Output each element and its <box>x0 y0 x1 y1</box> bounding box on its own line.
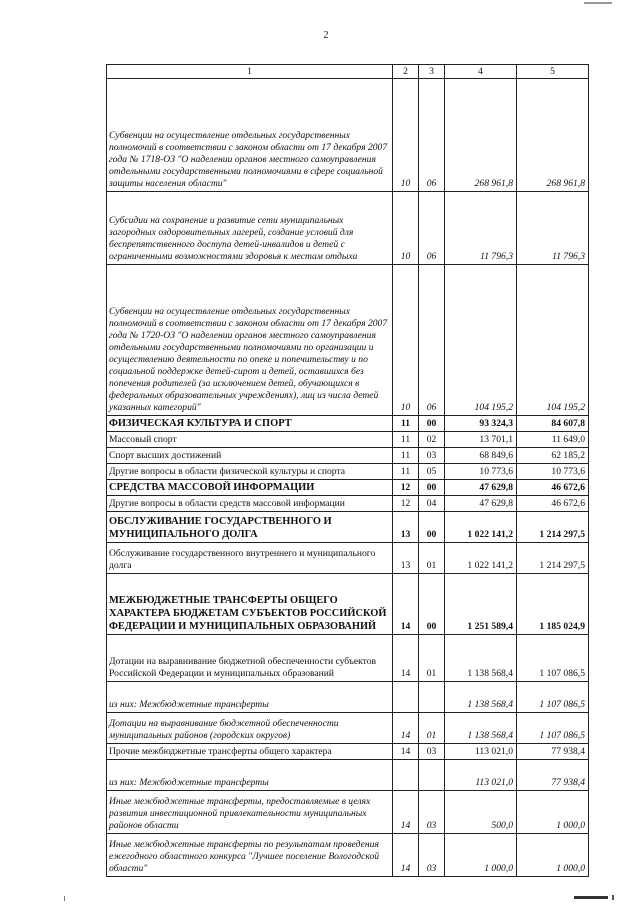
row-amount-cell: 1 138 568,4 <box>445 713 517 744</box>
row-section-cell: 11 <box>393 448 419 464</box>
table-row <box>107 574 589 635</box>
scan-mark-left <box>64 896 65 901</box>
row-subsection-cell: 00 <box>419 512 445 543</box>
row-name-cell: Дотации на выравнивание бюджетной обеспеченности муниципальных районов (городских округов) <box>107 713 393 744</box>
scan-mark-bottom <box>574 896 608 899</box>
row-section-cell: 10 <box>393 265 419 416</box>
row-amount-cell: 47 629,8 <box>445 480 517 496</box>
row-section-cell: 11 <box>393 464 419 480</box>
row-section-cell: 14 <box>393 713 419 744</box>
row-amount-cell: 11 796,3 <box>445 192 517 265</box>
row-section-cell <box>393 682 419 713</box>
row-amount-cell: 1 107 086,5 <box>517 713 589 744</box>
row-amount-cell: 93 324,3 <box>445 416 517 432</box>
row-subsection-cell: 03 <box>419 791 445 834</box>
scan-mark-top <box>584 2 612 4</box>
row-subsection-cell: 03 <box>419 448 445 464</box>
row-name-cell: из них: Межбюджетные трансферты <box>107 760 393 791</box>
row-amount-cell: 1 000,0 <box>517 791 589 834</box>
row-amount-cell: 13 701,1 <box>445 432 517 448</box>
table-row <box>107 79 589 192</box>
table-row <box>107 464 589 480</box>
row-subsection-cell <box>419 760 445 791</box>
row-name-cell: МЕЖБЮДЖЕТНЫЕ ТРАНСФЕРТЫ ОБЩЕГО ХАРАКТЕРА БЮДЖЕТАМ СУБЪЕКТОВ РОССИЙСКОЙ ФЕДЕРАЦИИ И МУНИЦИПАЛЬНЫХ ОБРАЗОВАНИЙ <box>107 574 393 635</box>
row-section-cell: 10 <box>393 192 419 265</box>
row-name-cell: Иные межбюджетные трансферты, предоставляемые в целях развития инвестиционной привлекательности муниципальных районов области <box>107 791 393 834</box>
row-amount-cell: 46 672,6 <box>517 480 589 496</box>
row-amount-cell: 10 773,6 <box>445 464 517 480</box>
row-amount-cell: 84 607,8 <box>517 416 589 432</box>
scan-mark-bottom-tick <box>612 895 614 900</box>
row-section-cell: 10 <box>393 79 419 192</box>
table-row <box>107 496 589 512</box>
table-row <box>107 432 589 448</box>
row-amount-cell: 62 185,2 <box>517 448 589 464</box>
row-amount-cell: 1 107 086,5 <box>517 682 589 713</box>
row-amount-cell: 11 649,0 <box>517 432 589 448</box>
row-name-cell: Субвенции на осуществление отдельных государственных полномочий в соответствии с законом области от 17 декабря 2007 года № 1718-ОЗ "О наделении органов местного самоуправления отдельными государственными полномочиями в сфере социальной защиты населения области" <box>107 79 393 192</box>
row-amount-cell: 268 961,8 <box>445 79 517 192</box>
table-row <box>107 834 589 877</box>
table-row <box>107 416 589 432</box>
row-name-cell: ФИЗИЧЕСКАЯ КУЛЬТУРА И СПОРТ <box>107 416 393 432</box>
row-subsection-cell: 01 <box>419 543 445 574</box>
row-amount-cell: 11 796,3 <box>517 192 589 265</box>
row-amount-cell: 1 214 297,5 <box>517 543 589 574</box>
row-subsection-cell: 06 <box>419 79 445 192</box>
row-name-cell: Спорт высших достижений <box>107 448 393 464</box>
row-name-cell: Обслуживание государственного внутреннего и муниципального долга <box>107 543 393 574</box>
table-row <box>107 448 589 464</box>
row-name-cell: Иные межбюджетные трансферты по результатам проведения ежегодного областного конкурса "Лучшее поселение Вологодской области" <box>107 834 393 877</box>
row-amount-cell: 1 251 589,4 <box>445 574 517 635</box>
row-subsection-cell: 02 <box>419 432 445 448</box>
row-subsection-cell: 01 <box>419 635 445 682</box>
row-section-cell: 14 <box>393 834 419 877</box>
budget-table <box>106 64 589 877</box>
row-name-cell: Дотации на выравнивание бюджетной обеспеченности субъектов Российской Федерации и муниципальных образований <box>107 635 393 682</box>
row-subsection-cell: 00 <box>419 480 445 496</box>
table-row <box>107 512 589 543</box>
table-row <box>107 192 589 265</box>
row-amount-cell: 1 000,0 <box>445 834 517 877</box>
row-subsection-cell: 05 <box>419 464 445 480</box>
header-cell: 1 <box>107 65 393 79</box>
row-amount-cell: 268 961,8 <box>517 79 589 192</box>
row-section-cell: 14 <box>393 791 419 834</box>
table-row <box>107 265 589 416</box>
row-amount-cell: 1 022 141,2 <box>445 543 517 574</box>
row-amount-cell: 1 000,0 <box>517 834 589 877</box>
row-name-cell: Субсидии на сохранение и развитие сети муниципальных загородных оздоровительных лагерей, создание условий для беспрепятственного доступа детей-инвалидов и детей с ограниченными возможностями здоровья к местам отдыха <box>107 192 393 265</box>
row-subsection-cell: 00 <box>419 574 445 635</box>
row-subsection-cell: 06 <box>419 192 445 265</box>
row-subsection-cell: 00 <box>419 416 445 432</box>
table-row <box>107 543 589 574</box>
row-amount-cell: 104 195,2 <box>445 265 517 416</box>
row-section-cell: 12 <box>393 480 419 496</box>
table-row <box>107 480 589 496</box>
header-cell: 5 <box>517 65 589 79</box>
row-name-cell: Другие вопросы в области средств массовой информации <box>107 496 393 512</box>
table-row <box>107 635 589 682</box>
row-amount-cell: 1 138 568,4 <box>445 682 517 713</box>
row-amount-cell: 10 773,6 <box>517 464 589 480</box>
row-name-cell: Другие вопросы в области физической культуры и спорта <box>107 464 393 480</box>
table-row <box>107 744 589 760</box>
row-amount-cell: 104 195,2 <box>517 265 589 416</box>
table-row <box>107 682 589 713</box>
row-section-cell: 14 <box>393 744 419 760</box>
row-section-cell: 12 <box>393 496 419 512</box>
row-subsection-cell: 04 <box>419 496 445 512</box>
row-section-cell: 11 <box>393 416 419 432</box>
row-amount-cell: 68 849,6 <box>445 448 517 464</box>
table-row <box>107 791 589 834</box>
row-amount-cell: 1 185 024,9 <box>517 574 589 635</box>
table-header-row <box>107 65 589 79</box>
row-name-cell: Прочие межбюджетные трансферты общего характера <box>107 744 393 760</box>
row-subsection-cell: 03 <box>419 834 445 877</box>
row-amount-cell: 113 021,0 <box>445 744 517 760</box>
row-amount-cell: 1 107 086,5 <box>517 635 589 682</box>
row-amount-cell: 47 629,8 <box>445 496 517 512</box>
row-subsection-cell: 06 <box>419 265 445 416</box>
row-name-cell: СРЕДСТВА МАССОВОЙ ИНФОРМАЦИИ <box>107 480 393 496</box>
row-section-cell: 11 <box>393 432 419 448</box>
page-number: 2 <box>323 30 329 41</box>
row-section-cell: 13 <box>393 543 419 574</box>
row-name-cell: ОБСЛУЖИВАНИЕ ГОСУДАРСТВЕННОГО И МУНИЦИПАЛЬНОГО ДОЛГА <box>107 512 393 543</box>
table-row <box>107 760 589 791</box>
row-name-cell: Массовый спорт <box>107 432 393 448</box>
header-cell: 3 <box>419 65 445 79</box>
row-subsection-cell: 01 <box>419 713 445 744</box>
row-amount-cell: 500,0 <box>445 791 517 834</box>
row-amount-cell: 1 214 297,5 <box>517 512 589 543</box>
row-section-cell <box>393 760 419 791</box>
row-amount-cell: 1 022 141,2 <box>445 512 517 543</box>
table-body <box>107 79 589 877</box>
header-cell: 4 <box>445 65 517 79</box>
row-amount-cell: 1 138 568,4 <box>445 635 517 682</box>
row-amount-cell: 77 938,4 <box>517 744 589 760</box>
row-section-cell: 14 <box>393 574 419 635</box>
row-amount-cell: 46 672,6 <box>517 496 589 512</box>
row-section-cell: 14 <box>393 635 419 682</box>
row-name-cell: из них: Межбюджетные трансферты <box>107 682 393 713</box>
row-amount-cell: 113 021,0 <box>445 760 517 791</box>
row-name-cell: Субвенции на осуществление отдельных государственных полномочий в соответствии с законом области от 17 декабря 2007 года № 1720-ОЗ "О наделении органов местного самоуправления отдельными государственными полномочиями по организации и осуществлению деятельности по опеке и попечительству и по социальной поддержке детей-сирот и детей, оставшихся без попечения родителей (за исключением детей, обучающихся в федеральных образовательных учреждениях), лиц из числа детей указанных категорий" <box>107 265 393 416</box>
row-subsection-cell: 03 <box>419 744 445 760</box>
table-row <box>107 713 589 744</box>
row-amount-cell: 77 938,4 <box>517 760 589 791</box>
row-subsection-cell <box>419 682 445 713</box>
row-section-cell: 13 <box>393 512 419 543</box>
header-cell: 2 <box>393 65 419 79</box>
